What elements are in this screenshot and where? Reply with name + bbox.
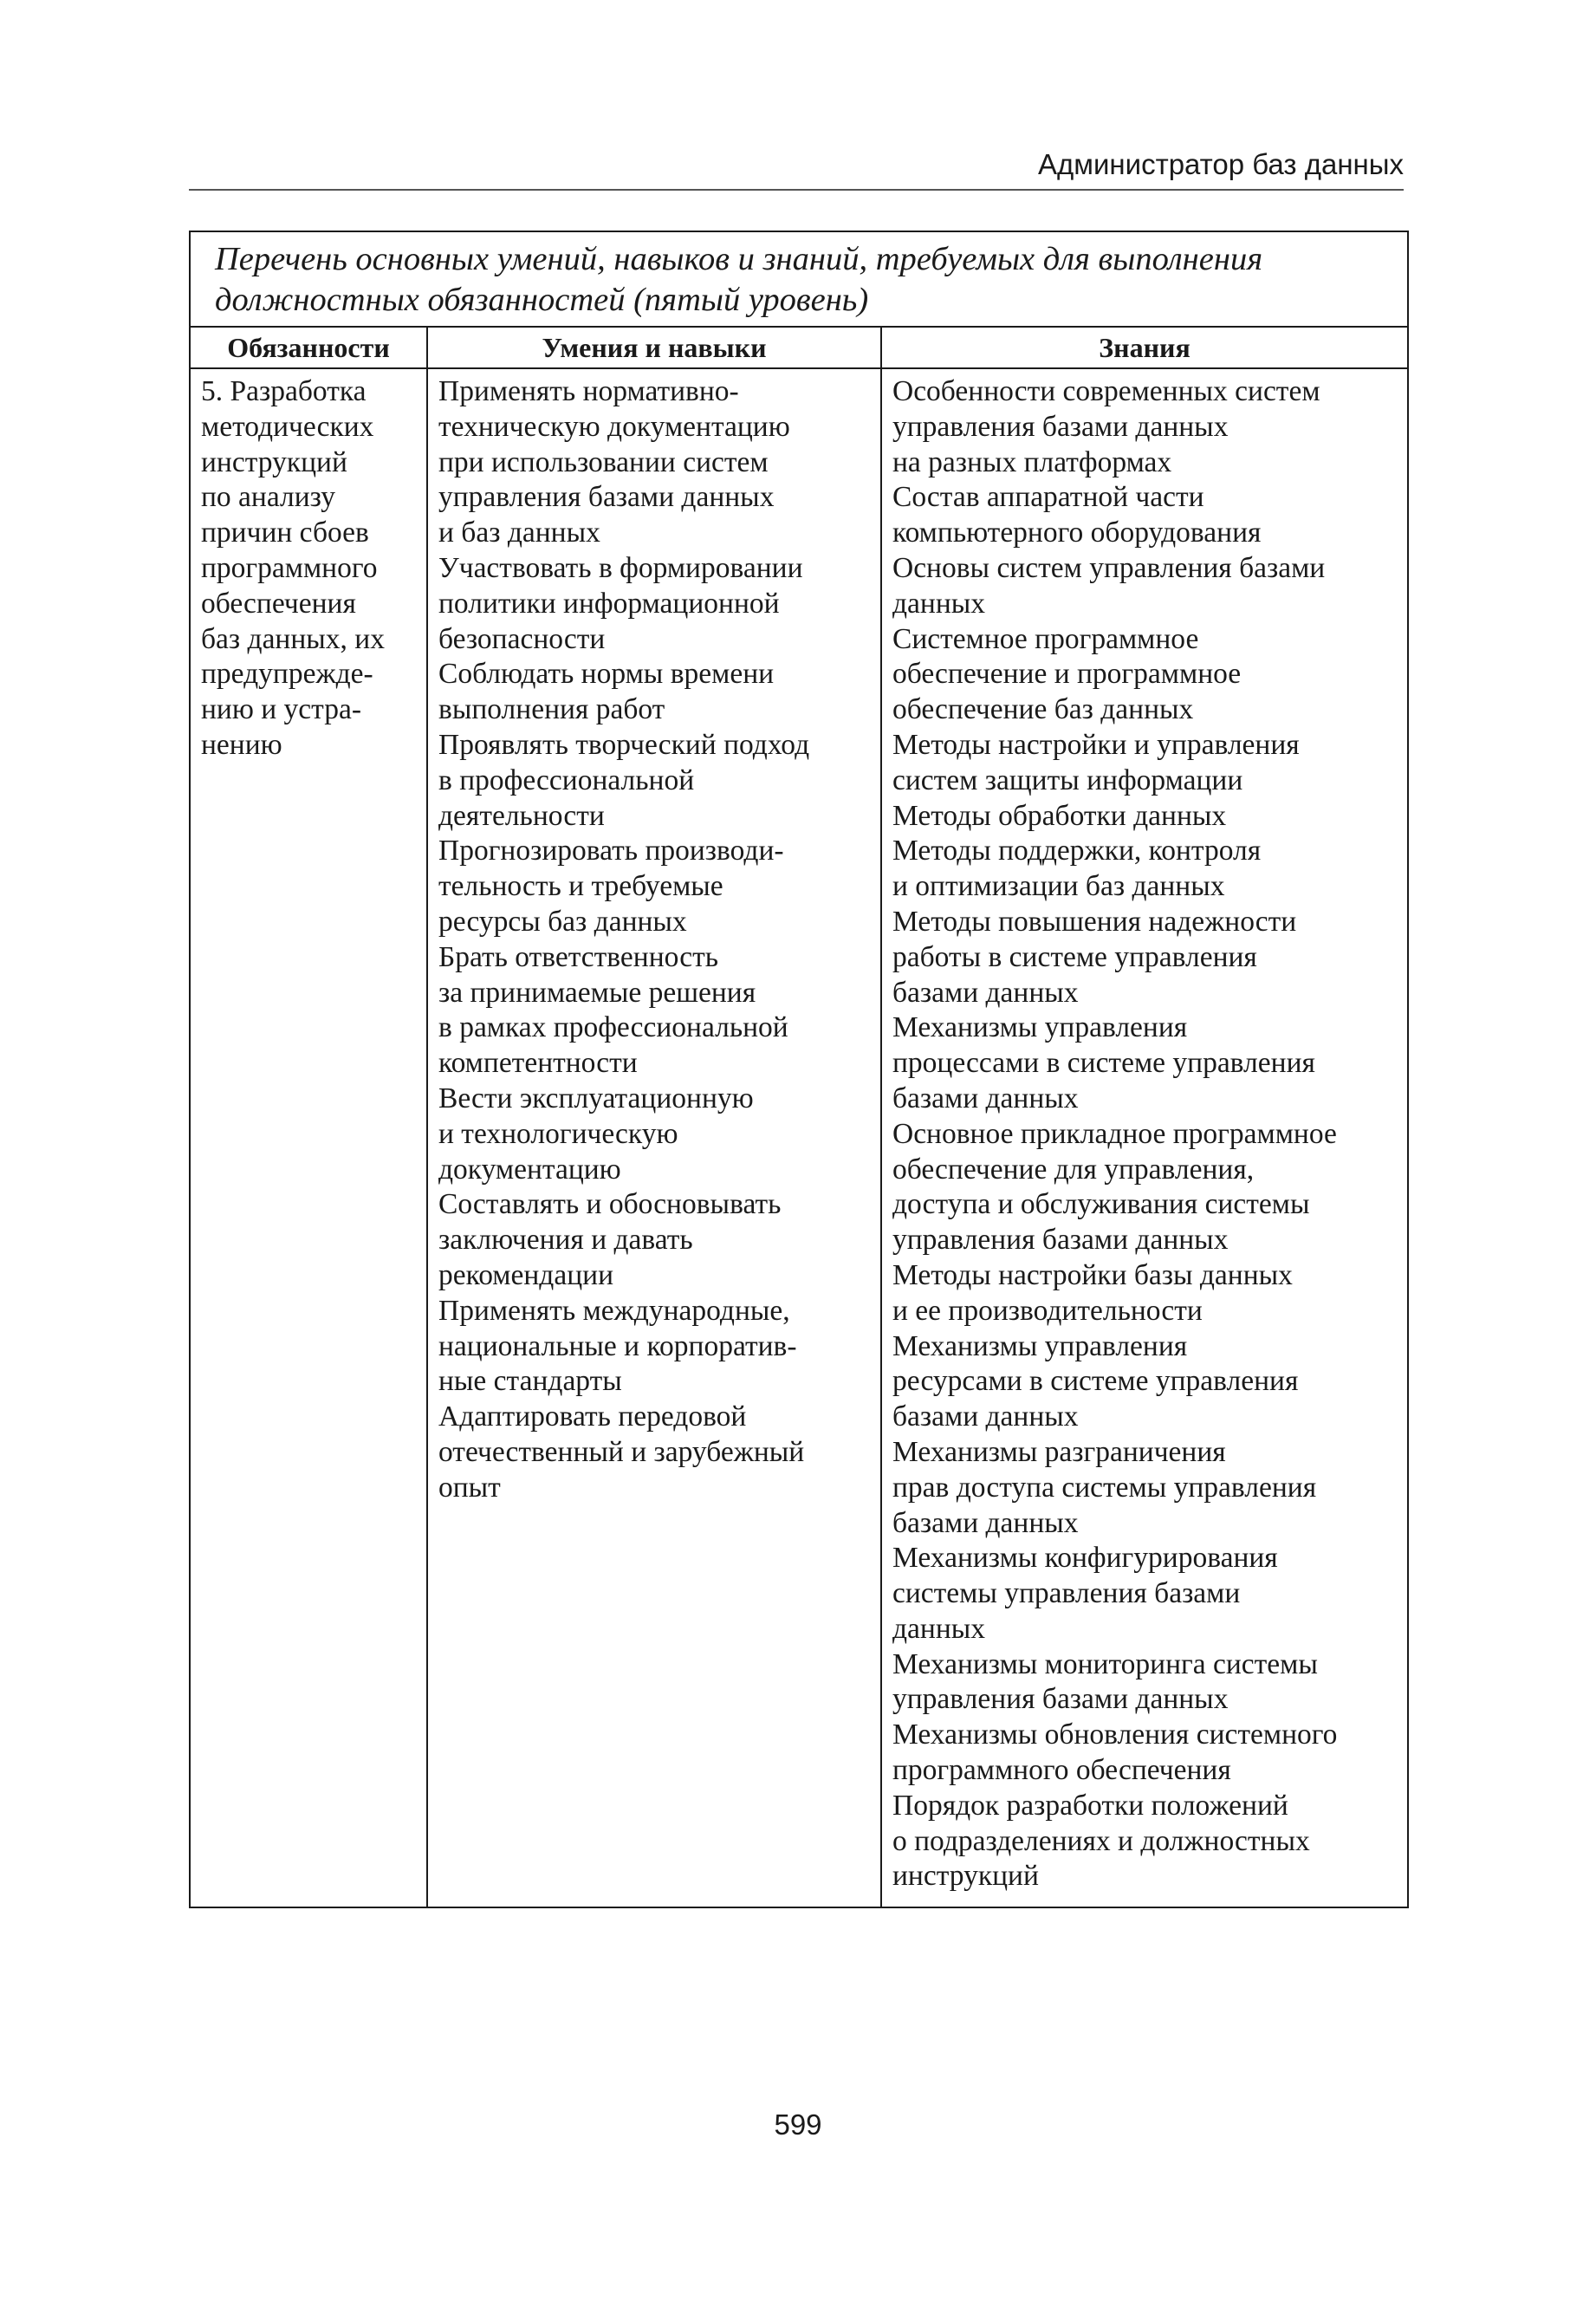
cell-text-line: техническую документацию	[438, 410, 790, 443]
cell-text-line: работы в системе управления	[892, 940, 1257, 973]
cell-text-line: базами данных	[892, 1400, 1079, 1433]
cell-text-line: 5. Разработка	[201, 375, 367, 407]
cell-text-line: и ее производительности	[892, 1294, 1203, 1327]
cell-text-line: обеспечение для управления,	[892, 1153, 1255, 1186]
cell-text-line: Механизмы мониторинга системы	[892, 1647, 1318, 1680]
duties-text	[201, 374, 418, 763]
cell-text-line: базами данных	[892, 976, 1079, 1009]
table-caption-line: должностных обязанностей (пятый уровень)	[215, 282, 869, 318]
cell-text-line: Особенности современных систем	[892, 375, 1320, 407]
duties-cell	[190, 368, 427, 1907]
cell-text-line: на разных платформах	[892, 445, 1172, 478]
cell-text-line: Механизмы конфигурирования	[892, 1542, 1278, 1575]
table-header-row	[190, 327, 1408, 368]
cell-text-line: доступа и обслуживания системы	[892, 1188, 1310, 1221]
cell-text-line: Системное программное	[892, 622, 1199, 655]
cell-text-line: компетентности	[438, 1047, 638, 1080]
cell-text-line: безопасности	[438, 622, 606, 655]
cell-text-line: инструкций	[892, 1860, 1039, 1893]
cell-text-line: обеспечение баз данных	[892, 693, 1194, 726]
cell-text-line: данных	[892, 1612, 986, 1645]
cell-text-line: Соблюдать нормы времени	[438, 658, 775, 691]
table-row	[190, 368, 1408, 1907]
cell-text-line: Прогнозировать производи-	[438, 835, 784, 867]
cell-text-line: Механизмы управления	[892, 1329, 1188, 1362]
cell-text-line: причин сбоев	[201, 517, 369, 549]
cell-text-line: управления базами данных	[892, 1224, 1229, 1257]
cell-text-line: ресурсами в системе управления	[892, 1365, 1299, 1398]
running-header: Администратор баз данных	[189, 147, 1404, 191]
cell-text-line: рекомендации	[438, 1258, 613, 1291]
cell-text-line: деятельности	[438, 799, 605, 832]
cell-text-line: системы управления базами	[892, 1577, 1241, 1610]
cell-text-line: по анализу	[201, 481, 335, 514]
table-caption-line: Перечень основных умений, навыков и знаний, требуемых для выполнения	[215, 241, 1263, 277]
cell-text-line: в профессиональной	[438, 763, 695, 796]
cell-text-line: управления базами данных	[438, 481, 775, 514]
cell-text-line: данных	[892, 587, 986, 620]
cell-text-line: Основы систем управления базами	[892, 551, 1326, 584]
skills-text	[438, 374, 872, 1506]
cell-text-line: в рамках профессиональной	[438, 1011, 788, 1044]
cell-text-line: Методы поддержки, контроля	[892, 835, 1262, 867]
cell-text-line: документацию	[438, 1153, 621, 1186]
competency-table-container	[189, 231, 1407, 1908]
cell-text-line: методических	[201, 410, 374, 443]
cell-text-line: выполнения работ	[438, 693, 665, 726]
cell-text-line: прав доступа системы управления	[892, 1471, 1317, 1504]
cell-text-line: компьютерного оборудования	[892, 517, 1262, 549]
cell-text-line: базами данных	[892, 1082, 1079, 1114]
cell-text-line: Методы обработки данных	[892, 799, 1227, 832]
table-caption	[190, 231, 1408, 327]
cell-text-line: Брать ответственность	[438, 940, 718, 973]
column-header-duties: Обязанности	[190, 327, 427, 368]
cell-text-line: программного обеспечения	[892, 1754, 1231, 1787]
cell-text-line: нению	[201, 728, 282, 761]
cell-text-line: Применять нормативно-	[438, 375, 739, 407]
cell-text-line: инструкций	[201, 445, 347, 478]
cell-text-line: Основное прикладное программное	[892, 1117, 1337, 1150]
cell-text-line: баз данных, их	[201, 622, 385, 655]
page-number: 599	[774, 2108, 822, 2141]
cell-text-line: обеспечения	[201, 587, 356, 620]
cell-text-line: о подразделениях и должностных	[892, 1824, 1310, 1857]
cell-text-line: тельность и требуемые	[438, 870, 723, 903]
cell-text-line: Применять международные,	[438, 1294, 790, 1327]
cell-text-line: и технологическую	[438, 1117, 678, 1150]
knowledge-cell	[881, 368, 1408, 1907]
knowledge-text	[892, 374, 1398, 1894]
competency-table	[189, 231, 1409, 1908]
column-header-skills: Умения и навыки	[427, 327, 881, 368]
cell-text-line: управления базами данных	[892, 1683, 1229, 1716]
table-caption-row	[190, 231, 1408, 327]
skills-cell	[427, 368, 881, 1907]
cell-text-line: Механизмы разграничения	[892, 1435, 1226, 1468]
cell-text-line: управления базами данных	[892, 410, 1229, 443]
cell-text-line: программного	[201, 551, 378, 584]
cell-text-line: при использовании систем	[438, 445, 769, 478]
cell-text-line: отечественный и зарубежный	[438, 1435, 805, 1468]
cell-text-line: базами данных	[892, 1506, 1079, 1539]
cell-text-line: нию и устра-	[201, 693, 362, 726]
cell-text-line: заключения и давать	[438, 1224, 693, 1257]
cell-text-line: ные стандарты	[438, 1365, 622, 1398]
cell-text-line: и оптимизации баз данных	[892, 870, 1225, 903]
cell-text-line: Составлять и обосновывать	[438, 1188, 782, 1221]
cell-text-line: Механизмы обновления системного	[892, 1719, 1338, 1751]
cell-text-line: ресурсы баз данных	[438, 905, 687, 938]
cell-text-line: Адаптировать передовой	[438, 1400, 747, 1433]
cell-text-line: Механизмы управления	[892, 1011, 1188, 1044]
cell-text-line: политики информационной	[438, 587, 780, 620]
cell-text-line: обеспечение и программное	[892, 658, 1242, 691]
cell-text-line: процессами в системе управления	[892, 1047, 1315, 1080]
cell-text-line: Вести эксплуатационную	[438, 1082, 754, 1114]
cell-text-line: национальные и корпоратив-	[438, 1329, 797, 1362]
cell-text-line: Методы настройки базы данных	[892, 1258, 1293, 1291]
cell-text-line: Методы настройки и управления	[892, 728, 1300, 761]
cell-text-line: Проявлять творческий подход	[438, 728, 810, 761]
cell-text-line: Методы повышения надежности	[892, 905, 1297, 938]
cell-text-line: за принимаемые решения	[438, 976, 756, 1009]
cell-text-line: систем защиты информации	[892, 763, 1243, 796]
column-header-knowledge: Знания	[881, 327, 1408, 368]
cell-text-line: опыт	[438, 1471, 501, 1504]
cell-text-line: Участвовать в формировании	[438, 551, 803, 584]
cell-text-line: предупрежде-	[201, 658, 373, 691]
cell-text-line: и баз данных	[438, 517, 600, 549]
cell-text-line: Состав аппаратной части	[892, 481, 1204, 514]
cell-text-line: Порядок разработки положений	[892, 1789, 1288, 1822]
